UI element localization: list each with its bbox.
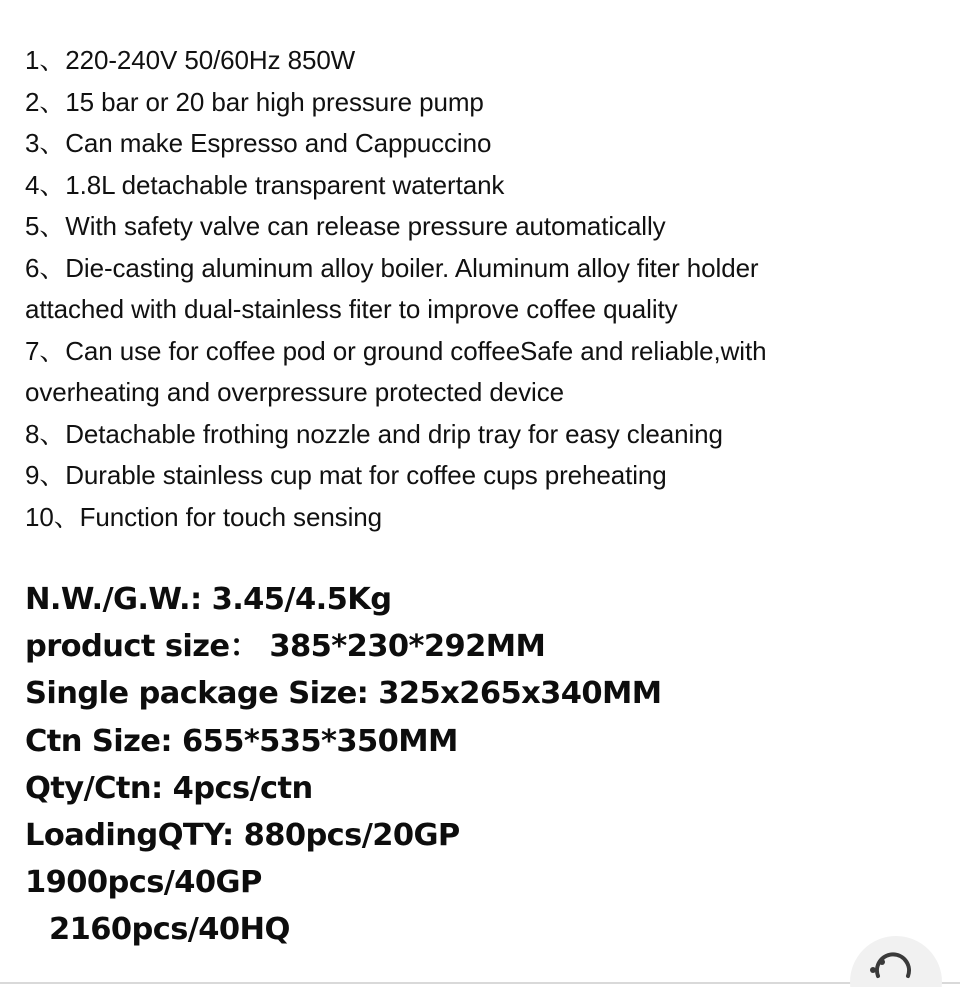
spec-loading-40hq: 2160pcs/40HQ xyxy=(49,912,290,948)
spec-weight: N.W./G.W.: 3.45/4.5Kg xyxy=(25,582,392,617)
spec-list xyxy=(25,576,945,954)
spec-product-size: product size： 385*230*292MM xyxy=(25,629,546,665)
feature-item: 10、Function for touch sensing xyxy=(25,501,382,532)
feature-item: 8、Detachable frothing nozzle and drip tray for easy cleaning xyxy=(25,418,723,449)
spec-loading-20gp: LoadingQTY: 880pcs/20GP xyxy=(25,817,460,853)
bottom-divider xyxy=(0,982,960,984)
feature-item: 3、Can make Espresso and Cappuccino xyxy=(25,128,492,158)
feature-item: 9、Durable stainless cup mat for coffee cups preheating xyxy=(25,460,667,490)
feature-item: 1、220-240V 50/60Hz 850W xyxy=(25,45,356,75)
feature-item: 2、15 bar or 20 bar high pressure pump xyxy=(25,86,484,117)
feature-item: 5、With safety valve can release pressure automatically xyxy=(25,211,666,241)
spec-qty-per-carton: Qty/Ctn: 4pcs/ctn xyxy=(25,770,313,806)
spec-carton-size: Ctn Size: 655*535*350MM xyxy=(25,723,458,759)
feature-item: 7、Can use for coffee pod or ground coffeeSafe and reliable,with xyxy=(25,335,767,366)
feature-list xyxy=(25,40,945,538)
feature-item-continued: attached with dual-stainless fiter to improve coffee quality xyxy=(25,294,678,324)
loading-spinner-icon xyxy=(838,932,950,987)
feature-item: 6、Die-casting aluminum alloy boiler. Aluminum alloy fiter holder xyxy=(25,252,759,283)
spec-package-size: Single package Size: 325x265x340MM xyxy=(25,676,662,712)
feature-item: 4、1.8L detachable transparent watertank xyxy=(25,169,505,200)
feature-item-continued: overheating and overpressure protected device xyxy=(25,377,564,407)
spec-loading-40gp: 1900pcs/40GP xyxy=(25,865,262,901)
